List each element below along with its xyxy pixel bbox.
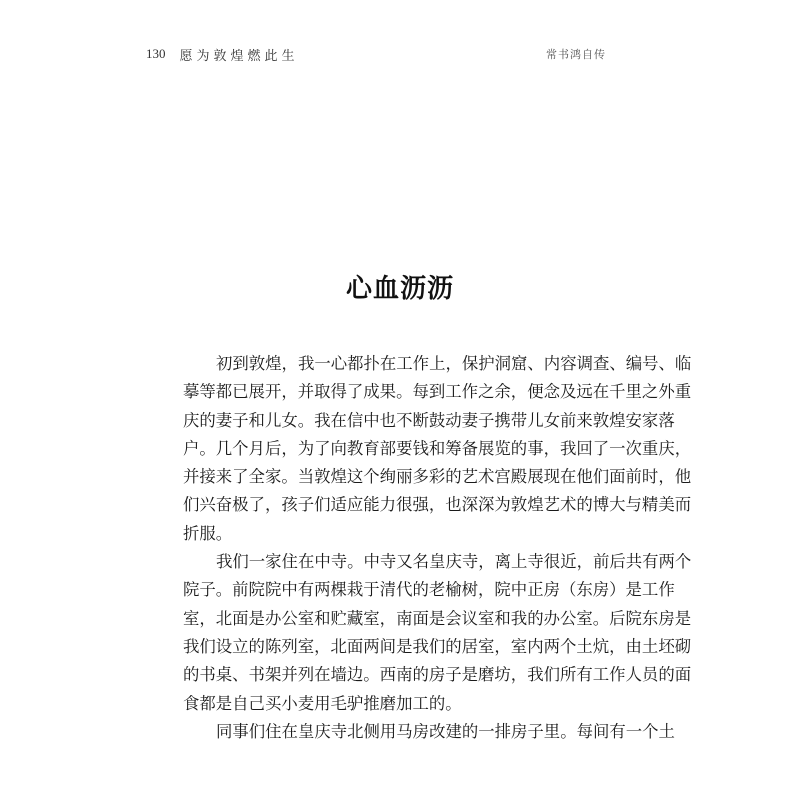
paragraph-line: 室，北面是办公室和贮藏室，南面是会议室和我的办公室。后院东房是 <box>183 608 692 628</box>
paragraph-line: 折服。 <box>183 523 233 543</box>
page-number: 130 <box>146 46 166 61</box>
paragraph-line: 我们设立的陈列室，北面两间是我们的居室，室内两个土炕，由土坯砌 <box>183 636 692 656</box>
paragraph-line: 户。几个月后，为了向教育部要钱和筹备展览的事，我回了一次重庆， <box>183 438 692 458</box>
paragraph-line: 们兴奋极了，孩子们适应能力很强，也深深为敦煌艺术的博大与精美而 <box>183 495 692 515</box>
paragraph-line: 的书桌、书架并列在墙边。西南的房子是磨坊，我们所有工作人员的面 <box>183 665 692 685</box>
paragraph-line: 并接来了全家。当敦煌这个绚丽多彩的艺术宫殿展现在他们面前时，他 <box>183 467 692 487</box>
paragraph-line: 同事们住在皇庆寺北侧用马房改建的一排房子里。每间有一个土 <box>216 721 675 741</box>
paragraph-line: 初到敦煌，我一心都扑在工作上，保护洞窟、内容调查、编号、临 <box>216 354 692 373</box>
paragraph-line: 食都是自己买小麦用毛驴推磨加工的。 <box>183 693 462 713</box>
running-header <box>146 44 606 64</box>
header-left <box>146 45 299 64</box>
paragraph-line: 摹等都已展开，并取得了成果。每到工作之余，便念及远在千里之外重 <box>183 382 692 402</box>
paragraph-line: 院子。前院院中有两棵栽于清代的老榆树，院中正房（东房）是工作 <box>183 580 675 600</box>
body-text <box>183 350 692 746</box>
paragraph-line: 庆的妻子和儿女。我在信中也不断鼓动妻子携带儿女前来敦煌安家落 <box>183 410 675 430</box>
paragraph-line: 我们一家住在中寺。中寺又名皇庆寺，离上寺很近，前后共有两个 <box>216 552 692 572</box>
chapter-title: 心血沥沥 <box>345 274 454 304</box>
series-title: 常书鸿自传 <box>546 48 606 61</box>
book-title: 愿为敦煌燃此生 <box>179 48 299 64</box>
